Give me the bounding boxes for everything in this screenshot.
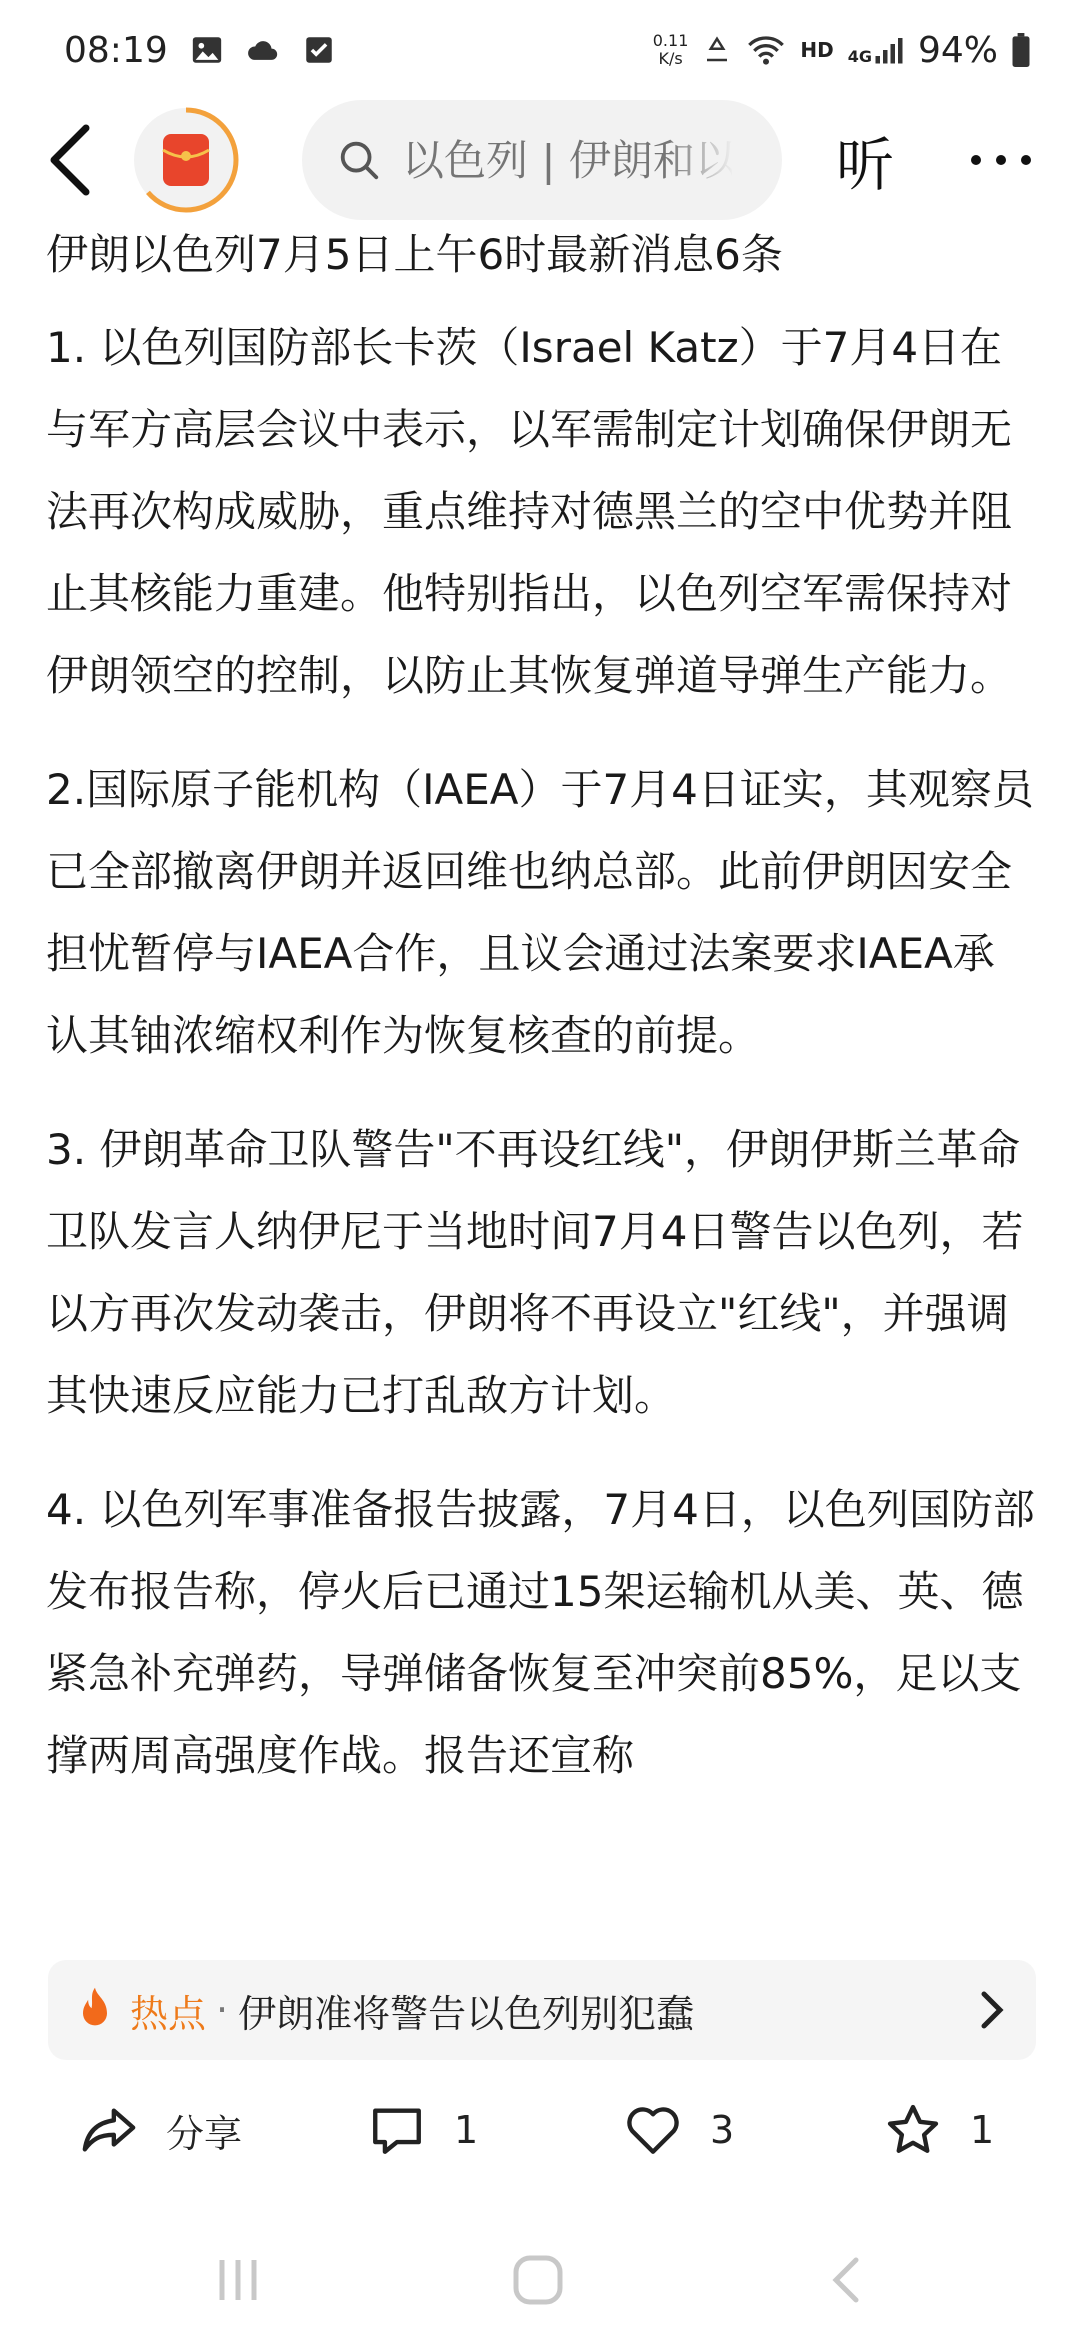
share-button[interactable] bbox=[80, 2101, 242, 2159]
red-packet-icon[interactable] bbox=[130, 104, 242, 216]
net-speed-value: 0.11 bbox=[652, 31, 689, 50]
favorite-button[interactable] bbox=[884, 2101, 994, 2159]
like-count: 3 bbox=[710, 2108, 735, 2152]
search-box[interactable] bbox=[302, 100, 782, 220]
heart-icon bbox=[624, 2101, 682, 2159]
wifi-icon bbox=[746, 33, 786, 67]
signal-group bbox=[848, 34, 904, 66]
hot-topic-text: 伊朗准将警告以色列别犯蠢 bbox=[238, 1991, 695, 2036]
comment-count: 1 bbox=[454, 2108, 479, 2152]
hot-topic-bar[interactable] bbox=[48, 1960, 1036, 2060]
comment-icon bbox=[368, 2101, 426, 2159]
article-paragraph-3: 3. 伊朗革命卫队警告"不再设红线"，伊朗伊斯兰革命卫队发言人纳伊尼于当地时间7月4日警告以色列，若以方再次发动袭击，伊朗将不再设立"红线"，并强调其快速反应能力已打乱敌方计划。 bbox=[46, 1125, 1024, 1420]
net-speed-unit: K/s bbox=[658, 49, 683, 68]
hd-label: HD bbox=[800, 38, 834, 62]
net-speed bbox=[653, 32, 689, 68]
listen-button[interactable]: 听 bbox=[836, 131, 895, 199]
action-bar bbox=[0, 2080, 1080, 2180]
more-options-icon[interactable] bbox=[966, 120, 1036, 200]
flame-icon bbox=[74, 1986, 116, 2034]
signal-icon bbox=[874, 34, 904, 66]
article-paragraph-2: 2.国际原子能机构（IAEA）于7月4日证实，其观察员已全部撤离伊朗并返回维也纳总部。此前伊朗因安全担忧暂停与IAEA合作，且议会通过法案要求IAEA承认其铀浓缩权利作为恢复核查的前提。 bbox=[46, 765, 1034, 1060]
home-icon[interactable] bbox=[510, 2252, 566, 2308]
status-time: 08:19 bbox=[64, 29, 168, 71]
comment-button[interactable] bbox=[368, 2101, 478, 2159]
hot-separator: · bbox=[216, 1988, 229, 2032]
article-paragraph-1: 1. 以色列国防部长卡茨（Israel Katz）于7月4日在与军方高层会议中表示，以军需制定计划确保伊朗无法再次构成威胁，重点维持对德黑兰的空中优势并阻止其核能力重建。他特别指出，以色列空军需保持对伊朗领空的控制，以防止其恢复弹道导弹生产能力。 bbox=[46, 323, 1013, 700]
system-back-icon[interactable] bbox=[820, 2252, 876, 2308]
like-button[interactable] bbox=[624, 2101, 734, 2159]
status-left bbox=[64, 30, 336, 71]
star-icon bbox=[884, 2101, 942, 2159]
status-right bbox=[653, 30, 1030, 71]
hot-label: 热点 bbox=[130, 1991, 207, 2036]
gallery-icon bbox=[190, 33, 224, 67]
back-icon[interactable] bbox=[42, 120, 102, 200]
article-headline: 伊朗以色列7月5日上午6时最新消息6条 bbox=[46, 230, 783, 279]
top-bar bbox=[0, 100, 1080, 220]
battery-percent: 94% bbox=[917, 29, 998, 71]
network-label: 4G bbox=[847, 47, 872, 66]
cloud-icon bbox=[246, 33, 280, 67]
search-input[interactable] bbox=[400, 135, 734, 186]
checkbox-icon bbox=[302, 33, 336, 67]
share-icon bbox=[80, 2101, 138, 2159]
share-label: 分享 bbox=[166, 2111, 243, 2156]
system-nav-bar bbox=[0, 2230, 1080, 2340]
article-paragraph-4: 4. 以色列军事准备报告披露，7月4日，以色列国防部发布报告称，停火后已通过15架运输机从美、英、德紧急补充弹药，导弹储备恢复至冲突前85%，足以支撑两周高强度作战。报告还宣称 bbox=[46, 1485, 1035, 1780]
favorite-count: 1 bbox=[970, 2108, 995, 2152]
article-body bbox=[46, 225, 1036, 1945]
search-icon bbox=[336, 137, 382, 183]
recent-apps-icon[interactable] bbox=[210, 2252, 266, 2308]
recycle-icon bbox=[702, 35, 732, 65]
battery-icon bbox=[1012, 33, 1030, 67]
chevron-right-icon bbox=[978, 1990, 1006, 2030]
status-bar bbox=[0, 0, 1080, 100]
